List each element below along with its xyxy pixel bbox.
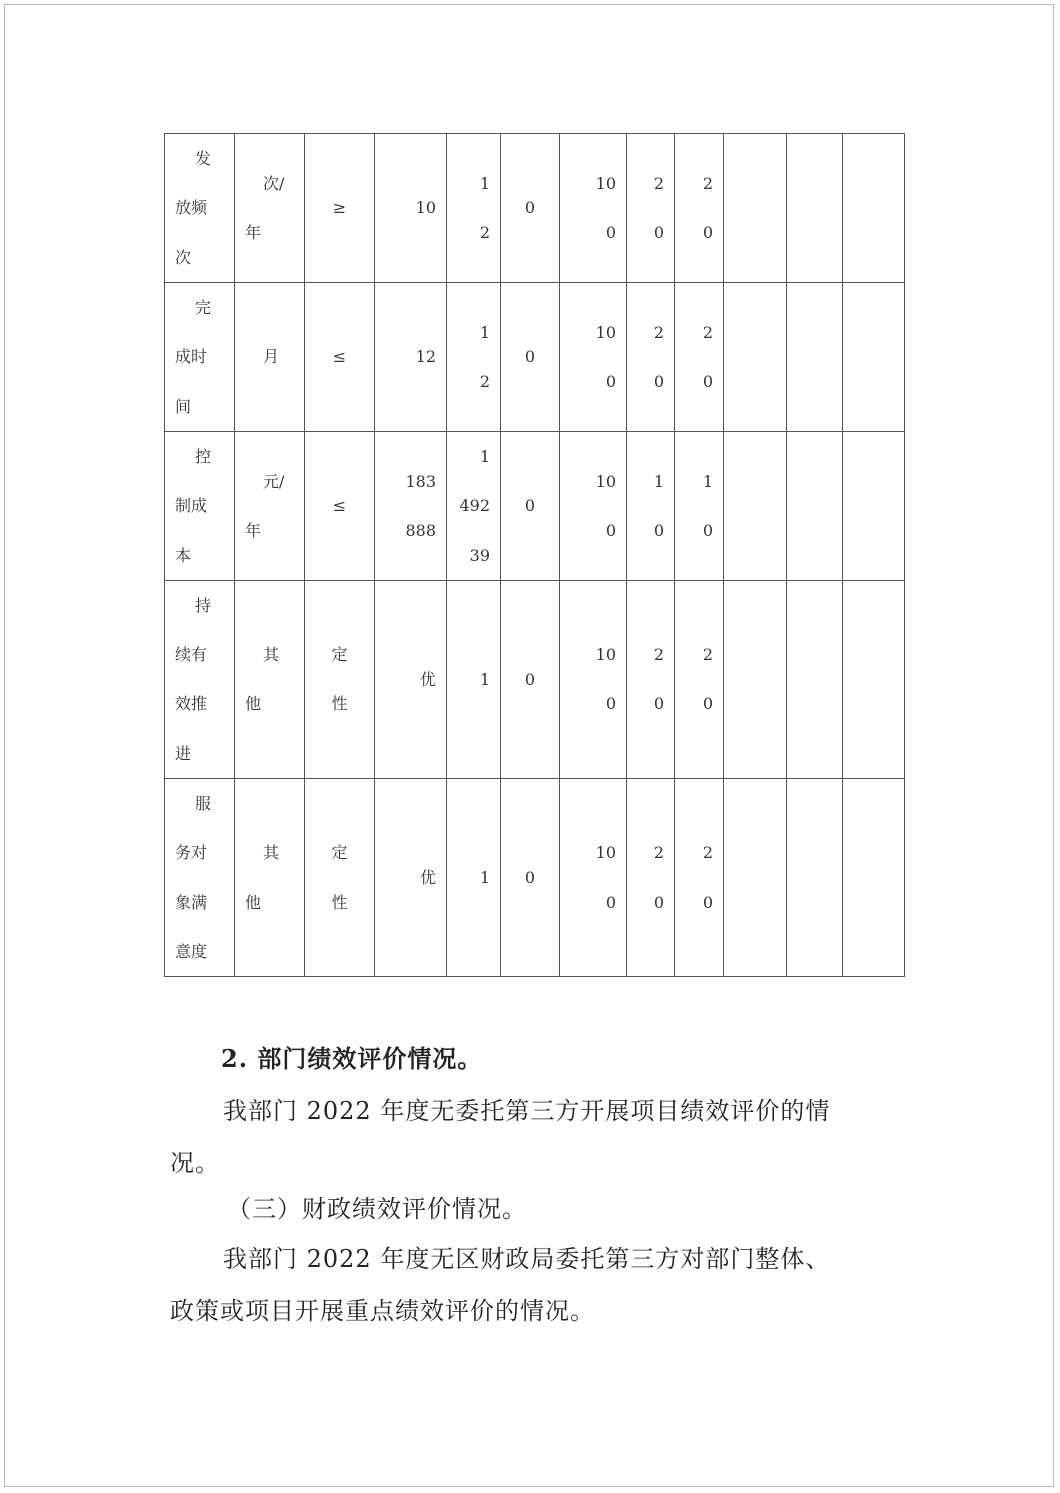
cell-text-line: 10 bbox=[595, 645, 616, 665]
indicator-name-cell bbox=[165, 282, 235, 431]
indicator-name-cell bbox=[165, 134, 235, 283]
cell-text-line: 0 bbox=[605, 520, 616, 540]
target-value-cell bbox=[375, 282, 447, 431]
empty-cell-10 bbox=[724, 431, 787, 580]
value-cell-8 bbox=[627, 779, 675, 977]
value-cell-8 bbox=[627, 580, 675, 778]
cell-text-line: 控 bbox=[195, 446, 212, 466]
cell-text-line: 年 bbox=[245, 520, 262, 540]
cell-text-line: 0 bbox=[605, 892, 616, 912]
cell-text-line: 完 bbox=[195, 297, 212, 317]
indicator-name-cell bbox=[165, 431, 235, 580]
value-cell-9 bbox=[675, 282, 724, 431]
cell-text-line: 定 bbox=[331, 843, 348, 863]
cell-text-line: 2 bbox=[479, 371, 490, 391]
empty-cell-12 bbox=[843, 580, 905, 778]
cell-text-line: 10 bbox=[595, 843, 616, 863]
cell-text-line: 制成 bbox=[175, 496, 208, 516]
empty-cell-12 bbox=[843, 134, 905, 283]
cell-text-line: 2 bbox=[479, 222, 490, 242]
performance-table bbox=[164, 133, 905, 977]
cell-text-line: 服 bbox=[195, 794, 212, 814]
cell-text-line: ≥ bbox=[332, 198, 347, 218]
indicator-name-cell bbox=[165, 779, 235, 977]
unit-cell bbox=[235, 431, 305, 580]
cell-text-line: 成时 bbox=[175, 347, 208, 367]
cell-text-line: 1 bbox=[479, 868, 490, 888]
cell-text-line: ≤ bbox=[332, 347, 347, 367]
cell-text-line: 1 bbox=[479, 669, 490, 689]
value-cell-9 bbox=[675, 134, 724, 283]
cell-text-line: 2 bbox=[653, 843, 664, 863]
cell-text-line: 0 bbox=[524, 347, 536, 367]
cell-text-line: 间 bbox=[175, 396, 192, 416]
cell-text-line: 1 bbox=[479, 446, 490, 466]
cell-text-line: 2 bbox=[653, 645, 664, 665]
empty-cell-11 bbox=[787, 431, 843, 580]
cell-text-line: 意度 bbox=[175, 941, 208, 961]
actual-value-cell bbox=[447, 134, 501, 283]
value-cell-9 bbox=[675, 779, 724, 977]
indicator-name-cell bbox=[165, 580, 235, 778]
section3-body-line2: 政策或项目开展重点绩效评价的情况。 bbox=[170, 1297, 595, 1325]
unit-cell bbox=[235, 134, 305, 283]
cell-text-line: 优 bbox=[419, 669, 436, 689]
cell-text-line: 发 bbox=[195, 149, 212, 168]
cell-text-line: 2 bbox=[702, 322, 713, 342]
cell-text-line: 0 bbox=[702, 371, 713, 391]
cell-text-line: 次/ bbox=[263, 173, 285, 193]
actual-value-cell bbox=[447, 282, 501, 431]
cell-text-line: 元/ bbox=[263, 471, 285, 491]
cell-text-line: 2 bbox=[653, 173, 664, 193]
table-row bbox=[165, 431, 905, 580]
empty-cell-10 bbox=[724, 580, 787, 778]
cell-text-line: 定 bbox=[331, 645, 348, 665]
cell-text-line: 2 bbox=[702, 843, 713, 863]
section3-heading: （三）财政绩效评价情况。 bbox=[227, 1195, 527, 1223]
cell-text-line: 1 bbox=[479, 173, 490, 193]
operator-cell bbox=[305, 282, 375, 431]
actual-value-cell bbox=[447, 431, 501, 580]
cell-text-line: 0 bbox=[653, 222, 664, 242]
empty-cell-10 bbox=[724, 282, 787, 431]
table-row bbox=[165, 580, 905, 778]
cell-text-line: ≤ bbox=[332, 496, 347, 516]
value-cell-7 bbox=[560, 779, 627, 977]
value-cell-7 bbox=[560, 282, 627, 431]
cell-text-line: 续有 bbox=[175, 645, 208, 665]
empty-cell-11 bbox=[787, 580, 843, 778]
value-cell-9 bbox=[675, 580, 724, 778]
cell-text-line: 0 bbox=[653, 520, 664, 540]
value-cell-6 bbox=[501, 134, 560, 283]
actual-value-cell bbox=[447, 779, 501, 977]
empty-cell-12 bbox=[843, 779, 905, 977]
cell-text-line: 其 bbox=[263, 645, 280, 665]
target-value-cell bbox=[375, 134, 447, 283]
target-value-cell bbox=[375, 779, 447, 977]
empty-cell-12 bbox=[843, 431, 905, 580]
empty-cell-10 bbox=[724, 134, 787, 283]
section2-heading: 2. 部门绩效评价情况。 bbox=[221, 1044, 483, 1073]
cell-text-line: 10 bbox=[595, 173, 616, 193]
cell-text-line: 0 bbox=[653, 694, 664, 714]
cell-text-line: 2 bbox=[702, 173, 713, 193]
unit-cell bbox=[235, 779, 305, 977]
document-page bbox=[4, 4, 1054, 1487]
cell-text-line: 进 bbox=[175, 743, 192, 763]
cell-text-line: 本 bbox=[175, 545, 192, 565]
target-value-cell bbox=[375, 580, 447, 778]
value-cell-7 bbox=[560, 431, 627, 580]
value-cell-7 bbox=[560, 134, 627, 283]
value-cell-6 bbox=[501, 779, 560, 977]
cell-text-line: 0 bbox=[605, 371, 616, 391]
cell-text-line: 0 bbox=[605, 222, 616, 242]
cell-text-line: 0 bbox=[524, 868, 536, 888]
cell-text-line: 务对 bbox=[175, 843, 208, 863]
value-cell-8 bbox=[627, 431, 675, 580]
cell-text-line: 性 bbox=[331, 892, 348, 912]
value-cell-8 bbox=[627, 282, 675, 431]
actual-value-cell bbox=[447, 580, 501, 778]
cell-text-line: 0 bbox=[702, 520, 713, 540]
cell-text-line: 象满 bbox=[175, 892, 208, 912]
cell-text-line: 效推 bbox=[175, 694, 208, 714]
cell-text-line: 0 bbox=[524, 496, 536, 516]
cell-text-line: 0 bbox=[653, 892, 664, 912]
cell-text-line: 12 bbox=[415, 347, 436, 367]
empty-cell-12 bbox=[843, 282, 905, 431]
cell-text-line: 0 bbox=[605, 694, 616, 714]
unit-cell bbox=[235, 580, 305, 778]
cell-text-line: 0 bbox=[653, 371, 664, 391]
cell-text-line: 183 bbox=[405, 471, 436, 491]
empty-cell-11 bbox=[787, 134, 843, 283]
value-cell-9 bbox=[675, 431, 724, 580]
operator-cell bbox=[305, 431, 375, 580]
cell-text-line: 放频 bbox=[175, 198, 208, 218]
section2-body-line2: 况。 bbox=[170, 1149, 220, 1177]
table-row bbox=[165, 779, 905, 977]
value-cell-6 bbox=[501, 282, 560, 431]
unit-cell bbox=[235, 282, 305, 431]
empty-cell-11 bbox=[787, 779, 843, 977]
empty-cell-10 bbox=[724, 779, 787, 977]
performance-table-body bbox=[165, 134, 905, 977]
cell-text-line: 0 bbox=[524, 198, 536, 218]
value-cell-8 bbox=[627, 134, 675, 283]
cell-text-line: 1 bbox=[702, 471, 713, 491]
cell-text-line: 他 bbox=[245, 892, 262, 912]
cell-text-line: 2 bbox=[702, 645, 713, 665]
cell-text-line: 0 bbox=[702, 892, 713, 912]
table-row bbox=[165, 282, 905, 431]
operator-cell bbox=[305, 779, 375, 977]
cell-text-line: 月 bbox=[263, 347, 280, 367]
cell-text-line: 10 bbox=[595, 471, 616, 491]
value-cell-6 bbox=[501, 580, 560, 778]
cell-text-line: 1 bbox=[653, 471, 664, 491]
cell-text-line: 持 bbox=[195, 595, 212, 615]
section3-body-line1: 我部门 2022 年度无区财政局委托第三方对部门整体、 bbox=[223, 1245, 831, 1273]
cell-text-line: 次 bbox=[175, 247, 192, 267]
empty-cell-11 bbox=[787, 282, 843, 431]
cell-text-line: 10 bbox=[595, 322, 616, 342]
cell-text-line: 优 bbox=[419, 868, 436, 888]
operator-cell bbox=[305, 134, 375, 283]
cell-text-line: 其 bbox=[263, 843, 280, 863]
cell-text-line: 492 bbox=[459, 496, 490, 516]
cell-text-line: 0 bbox=[702, 694, 713, 714]
cell-text-line: 888 bbox=[405, 520, 436, 540]
cell-text-line: 性 bbox=[331, 694, 348, 714]
cell-text-line: 2 bbox=[653, 322, 664, 342]
cell-text-line: 他 bbox=[245, 694, 262, 714]
cell-text-line: 0 bbox=[702, 222, 713, 242]
target-value-cell bbox=[375, 431, 447, 580]
operator-cell bbox=[305, 580, 375, 778]
value-cell-6 bbox=[501, 431, 560, 580]
section2-body-line1: 我部门 2022 年度无委托第三方开展项目绩效评价的情 bbox=[223, 1097, 831, 1125]
cell-text-line: 39 bbox=[469, 545, 490, 565]
cell-text-line: 10 bbox=[415, 198, 436, 218]
cell-text-line: 年 bbox=[245, 222, 262, 242]
value-cell-7 bbox=[560, 580, 627, 778]
table-row bbox=[165, 134, 905, 283]
cell-text-line: 1 bbox=[479, 322, 490, 342]
cell-text-line: 0 bbox=[524, 669, 536, 689]
